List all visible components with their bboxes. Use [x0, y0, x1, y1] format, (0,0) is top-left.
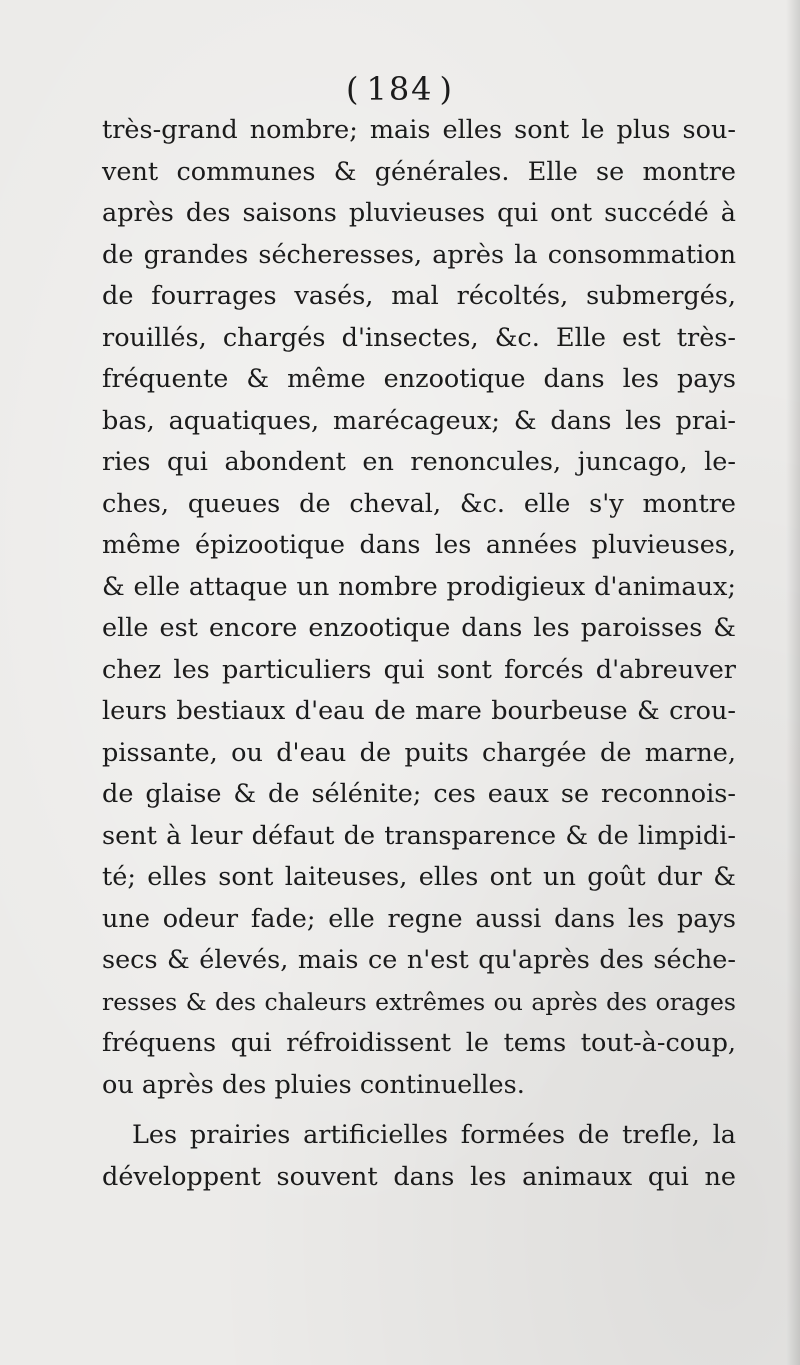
- text-line: fréquente & même enzootique dans les pays: [102, 364, 736, 394]
- text-line: de glaise & de sélénite; ces eaux se reconnois-: [102, 779, 736, 809]
- body-text: [102, 110, 736, 1198]
- text-line: leurs bestiaux d'eau de mare bourbeuse & crou-: [102, 696, 736, 726]
- paragraph-1: [102, 110, 736, 1106]
- text-line: bas, aquatiques, marécageux; & dans les prai-: [102, 405, 736, 436]
- text-line: de grandes sécheresses, après la consommation: [102, 239, 736, 270]
- page-edge-shadow: [786, 0, 800, 1365]
- text-line: après des saisons pluvieuses qui ont succédé à: [102, 198, 736, 228]
- text-line: même épizootique dans les années pluvieuses,: [102, 530, 736, 560]
- text-line: de fourrages vasés, mal récoltés, submergés,: [102, 281, 736, 311]
- paragraph-gap: [102, 1106, 736, 1115]
- header-open-paren: (: [345, 70, 361, 108]
- text-line: secs & élevés, mais ce n'est qu'après des séche-: [102, 945, 736, 975]
- text-line: développent souvent dans les animaux qui ne: [102, 1161, 736, 1192]
- text-line: vent communes & générales. Elle se montre: [102, 156, 736, 187]
- header-close-paren: ): [439, 70, 455, 108]
- text-line: une odeur fade; elle regne aussi dans les pays: [102, 903, 736, 934]
- text-line: té; elles sont laiteuses, elles ont un goût dur &: [102, 862, 736, 892]
- text-line: très-grand nombre; mais elles sont le plus sou-: [102, 115, 736, 145]
- text-line: rouillés, chargés d'insectes, &c. Elle est très-: [102, 322, 736, 353]
- text-line: & elle attaque un nombre prodigieux d'animaux;: [102, 571, 736, 602]
- page-number: 184: [366, 70, 434, 108]
- text-line: pissante, ou d'eau de puits chargée de marne,: [102, 737, 736, 768]
- page-number-header: [0, 70, 800, 108]
- text-line: chez les particuliers qui sont forcés d'abreuver: [102, 654, 736, 685]
- text-line: Les prairies artificielles formées de trefle, la: [132, 1120, 736, 1150]
- text-line: elle est encore enzootique dans les paroisses &: [102, 613, 736, 643]
- text-line: fréquens qui réfroidissent le tems tout-à-coup,: [102, 1028, 736, 1058]
- text-line: sent à leur défaut de transparence & de limpidi-: [102, 820, 736, 851]
- text-line: ries qui abondent en renoncules, juncago, le-: [102, 447, 736, 477]
- text-line: resses & des chaleurs extrêmes ou après des orages: [102, 987, 736, 1016]
- text-line: ches, queues de cheval, &c. elle s'y montre: [102, 488, 736, 519]
- paragraph-2: [102, 1115, 736, 1198]
- text-line: ou après des pluies continuelles.: [102, 1069, 525, 1100]
